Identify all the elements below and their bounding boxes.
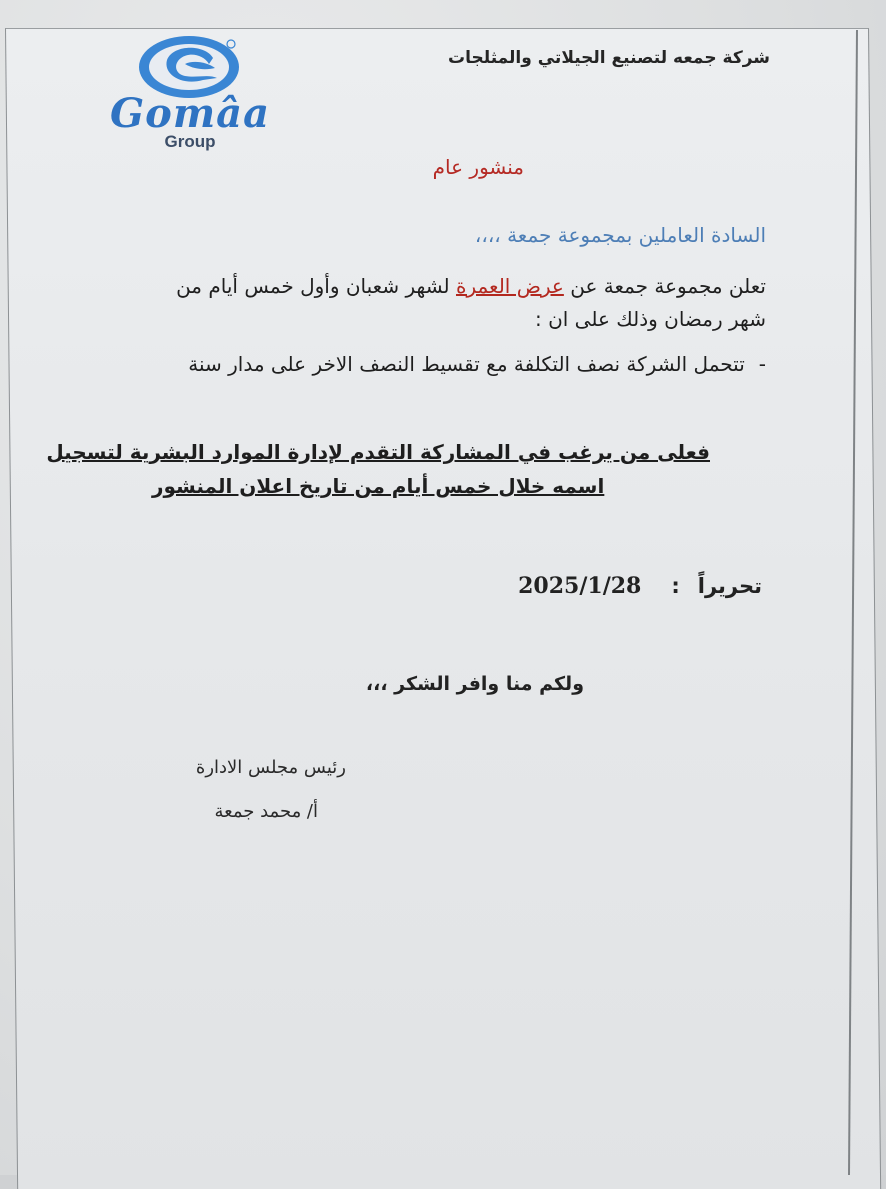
logo-subtitle: Group — [164, 132, 216, 151]
announcement-body — [176, 270, 766, 336]
closing-thanks: ولكم منا وافر الشكر ،،، — [365, 673, 584, 695]
condition-bullet — [188, 352, 766, 376]
body-line-2: شهر رمضان وذلك على ان : — [534, 307, 766, 331]
notice-line-2: اسمه خلال خمس أيام من تاريخ اعلان المنشور — [151, 474, 605, 498]
salutation: السادة العاملين بمجموعة جمعة ،،،، — [474, 223, 766, 247]
notice-line-1: فعلى من يرغب في المشاركة التقدم لإدارة الموارد البشرية لتسجيل — [46, 440, 710, 464]
body-line-1 — [176, 270, 766, 303]
issue-date — [518, 573, 762, 599]
date-label: تحريراً — [697, 574, 762, 598]
company-logo — [85, 34, 295, 152]
company-name: شركة جمعه لتصنيع الجيلاتي والمثلجات — [448, 48, 770, 68]
body-line1-before: تعلن مجموعة جمعة عن — [563, 274, 766, 298]
body-line1-after: لشهر شعبان وأول خمس أيام من — [176, 274, 456, 298]
signer-title: رئيس مجلس الادارة — [195, 757, 346, 778]
date-colon: : — [671, 574, 680, 598]
registration-notice — [46, 435, 710, 503]
document-sheet — [5, 28, 881, 1189]
umrah-offer-highlight: عرض العمرة — [455, 274, 564, 298]
signer-name: أ/ محمد جمعة — [214, 801, 318, 822]
bullet-text: تتحمل الشركة نصف التكلفة مع تقسيط النصف الاخر على مدار سنة — [188, 352, 745, 376]
date-value: 2025/1/28 — [518, 573, 642, 599]
document-subject: منشور عام — [432, 155, 524, 179]
bullet-dash: - — [758, 352, 766, 376]
logo-wordmark: Gomâa — [110, 90, 270, 137]
